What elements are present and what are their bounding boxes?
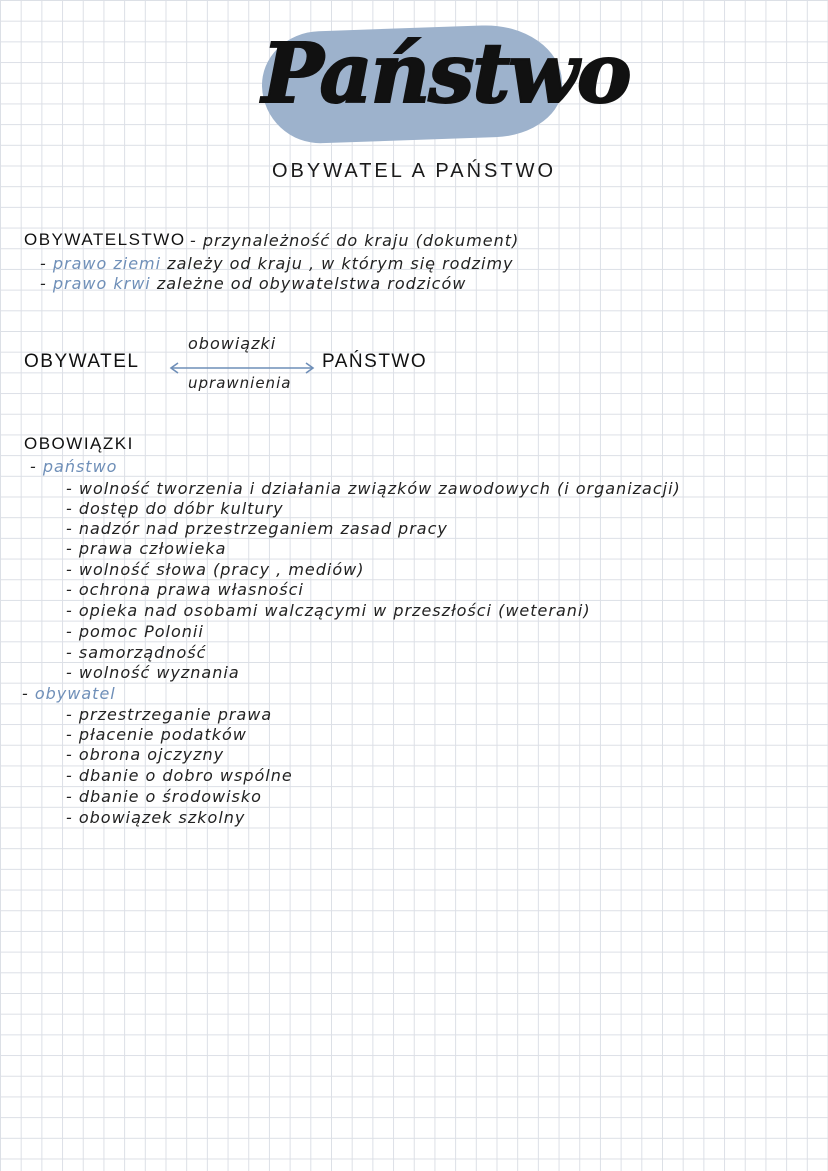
obywatelstwo-item-text: zależne od obywatelstwa rodziców xyxy=(156,274,467,293)
list-item: - nadzór nad przestrzeganiem zasad pracy xyxy=(66,519,448,538)
list-item: - opieka nad osobami walczącymi w przeszłości (weterani) xyxy=(66,601,591,620)
title-area xyxy=(0,8,828,158)
list-item: - dbanie o dobro wspólne xyxy=(66,766,293,785)
relation-top-label: obowiązki xyxy=(188,334,277,353)
list-item: - ochrona prawa własności xyxy=(66,580,304,599)
list-item: - przestrzeganie prawa xyxy=(66,705,273,724)
list-item: - wolność tworzenia i działania związków zawodowych (i organizacji) xyxy=(66,479,681,498)
obywatelstwo-definition: - przynależność do kraju (dokument) xyxy=(190,231,520,250)
panstwo-label: - państwo xyxy=(30,457,118,476)
relation-right: PAŃSTWO xyxy=(322,351,428,372)
list-item: - samorządność xyxy=(66,643,207,662)
obywatelstwo-item-text: zależy od kraju , w którym się rodzimy xyxy=(167,254,514,273)
relation-bottom-label: uprawnienia xyxy=(188,374,292,392)
obywatel-label: - obywatel xyxy=(22,684,116,703)
obywatelstwo-item-label: prawo ziemi xyxy=(52,254,162,273)
obywatelstwo-term: OBYWATELSTWO xyxy=(24,230,186,249)
list-item: - wolność słowa (pracy , mediów) xyxy=(66,560,365,579)
list-item: - prawa człowieka xyxy=(66,539,227,558)
list-item: - pomoc Polonii xyxy=(66,622,204,641)
list-item: - płacenie podatków xyxy=(66,725,247,744)
page-title: Państwo xyxy=(262,26,630,122)
obowiazki-heading: OBOWIĄZKI xyxy=(24,434,134,453)
relation-left: OBYWATEL xyxy=(24,351,140,372)
obywatelstwo-item: - prawo krwi zależne od obywatelstwa rodziców xyxy=(40,274,467,293)
obywatelstwo-item: - prawo ziemi zależy od kraju , w którym się rodzimy xyxy=(40,254,514,273)
list-item: - wolność wyznania xyxy=(66,663,240,682)
obywatelstwo-item-label: prawo krwi xyxy=(52,274,151,293)
list-item: - obowiązek szkolny xyxy=(66,808,246,827)
double-arrow-icon xyxy=(168,362,316,374)
list-item: - dbanie o środowisko xyxy=(66,787,262,806)
page-subtitle: OBYWATEL A PAŃSTWO xyxy=(271,160,557,182)
list-item: - dostęp do dóbr kultury xyxy=(66,499,284,518)
list-item: - obrona ojczyzny xyxy=(66,745,225,764)
